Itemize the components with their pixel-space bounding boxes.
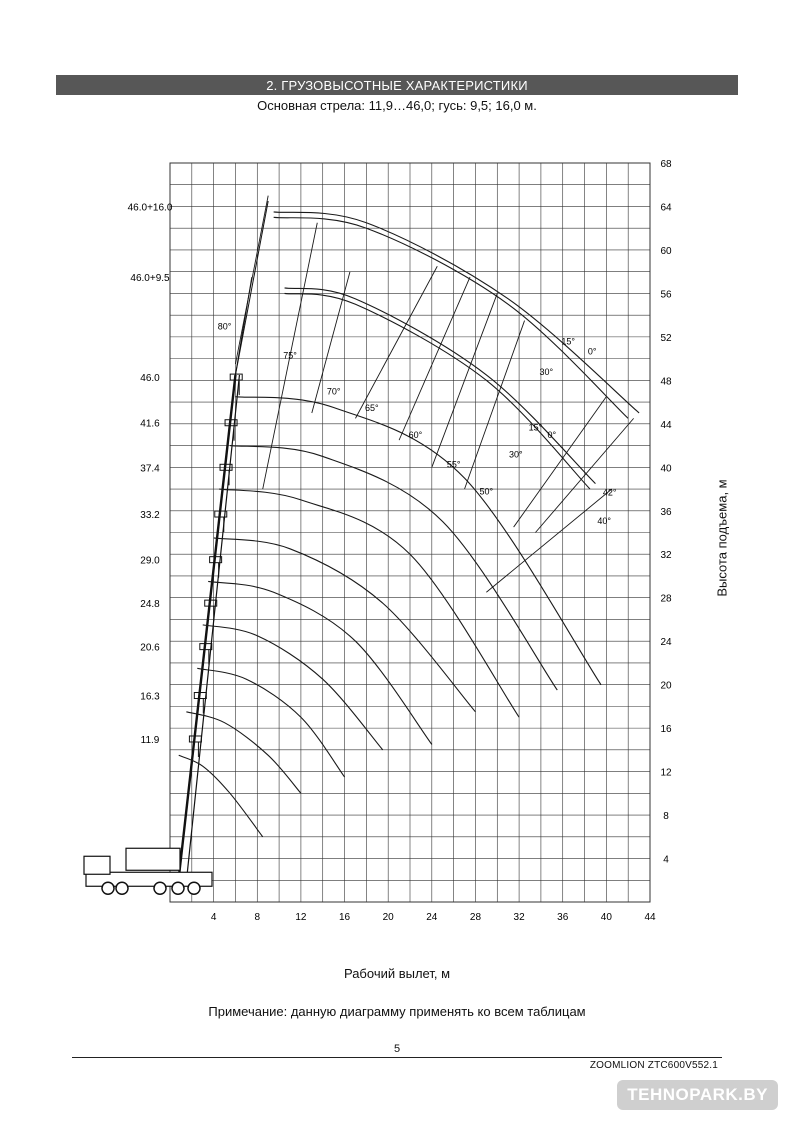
y-tick-label: 60 <box>660 245 672 257</box>
x-tick-label: 24 <box>426 912 438 923</box>
x-tick-label: 28 <box>469 912 482 923</box>
y-axis-label: Высота подъема, м <box>714 479 730 597</box>
y-tick-label: 52 <box>660 332 672 344</box>
truck-wheel <box>154 882 166 894</box>
y-tick-label: 36 <box>660 506 672 518</box>
boom-length-label: 16.3 <box>140 691 160 703</box>
angle-label: 15° <box>561 336 575 347</box>
boom-curve-16.3 <box>186 712 301 794</box>
truck-wheel <box>116 882 128 894</box>
angle-label: 70° <box>326 386 341 397</box>
boom-length-label: 46.0+9.5 <box>130 273 170 285</box>
boom-length-label: 20.6 <box>140 642 160 654</box>
x-tick-label: 4 <box>210 912 217 923</box>
chart-grid <box>170 163 650 902</box>
footer-divider <box>72 1057 722 1058</box>
crane-superstructure <box>126 848 180 870</box>
boom-length-label: 46.0+16.0 <box>127 202 173 214</box>
y-tick-label: 40 <box>660 463 672 475</box>
angle-label: 15° <box>528 422 543 433</box>
x-axis-label: Рабочий вылет, м <box>343 966 451 981</box>
angle-label: 42° <box>602 487 617 498</box>
angle-label: 75° <box>283 350 297 361</box>
boom-length-label: 37.4 <box>140 463 160 475</box>
document-id: ZOOMLION ZTC600V552.1 <box>589 1060 718 1071</box>
truck-wheel <box>188 882 200 894</box>
chart-curves <box>179 196 639 837</box>
angle-label: 60° <box>408 429 423 440</box>
boom-curve-24.8 <box>203 625 383 750</box>
y-tick-label: 20 <box>660 680 672 692</box>
y-tick-label: 48 <box>660 376 672 388</box>
y-tick-label: 64 <box>660 202 672 214</box>
x-tick-label: 44 <box>644 912 656 923</box>
y-tick-label: 56 <box>660 289 672 301</box>
page-number: 5 <box>393 1043 401 1055</box>
angle-label: 30° <box>509 449 523 460</box>
boom-length-label: 33.2 <box>140 510 160 522</box>
boom-length-label: 11.9 <box>140 734 160 746</box>
angle-guide-line <box>486 489 611 592</box>
x-tick-label: 16 <box>338 912 351 923</box>
truck-wheel <box>102 882 114 894</box>
angle-label: 30° <box>539 366 554 377</box>
boom-length-label: 29.0 <box>140 555 160 567</box>
angle-guide-line <box>355 266 437 418</box>
truck-cab <box>84 856 110 874</box>
y-tick-label: 4 <box>663 854 669 866</box>
boom-length-label: 41.6 <box>140 418 160 430</box>
y-tick-label: 32 <box>660 550 672 562</box>
angle-guide-line <box>514 397 607 527</box>
y-tick-label: 12 <box>660 767 672 779</box>
chart-labels <box>128 159 672 923</box>
chart-subtitle: Основная стрела: 11,9…46,0; гусь: 9,5; 16,0 м. <box>257 98 537 113</box>
angle-label: 0° <box>587 346 597 357</box>
angle-label: 50° <box>479 486 494 497</box>
angle-guide-line <box>465 321 525 489</box>
x-tick-label: 8 <box>254 912 261 923</box>
section-title: 2. ГРУЗОВЫСОТНЫЕ ХАРАКТЕРИСТИКИ <box>56 75 738 95</box>
angle-label: 0° <box>547 429 557 440</box>
angle-label: 40° <box>597 515 611 526</box>
x-tick-label: 40 <box>600 912 612 923</box>
watermark-logo: TEHNOPARK.BY <box>617 1080 778 1110</box>
y-tick-label: 44 <box>660 419 672 431</box>
y-tick-label: 68 <box>660 159 672 170</box>
angle-guide-line <box>235 196 268 364</box>
jib-line-long <box>235 201 268 375</box>
y-tick-label: 8 <box>663 811 669 823</box>
boom-main-line <box>179 375 236 878</box>
angle-label: 80° <box>217 321 232 332</box>
x-tick-label: 12 <box>295 912 307 923</box>
y-tick-label: 24 <box>660 637 672 649</box>
angle-label: 65° <box>365 402 379 413</box>
truck-wheel <box>172 882 184 894</box>
x-tick-label: 32 <box>513 912 525 923</box>
boom-curve-37.4 <box>219 489 519 717</box>
x-tick-label: 36 <box>557 912 569 923</box>
boom-length-label: 24.8 <box>140 599 160 611</box>
y-tick-label: 28 <box>660 593 672 605</box>
x-tick-label: 20 <box>382 912 394 923</box>
y-tick-label: 16 <box>660 724 672 736</box>
boom-length-label: 46.0 <box>140 373 160 385</box>
angle-label: 55° <box>446 459 461 470</box>
chart-note: Примечание: данную диаграмму применять ко всем таблицам <box>208 1004 586 1019</box>
crane-illustration <box>84 201 268 894</box>
